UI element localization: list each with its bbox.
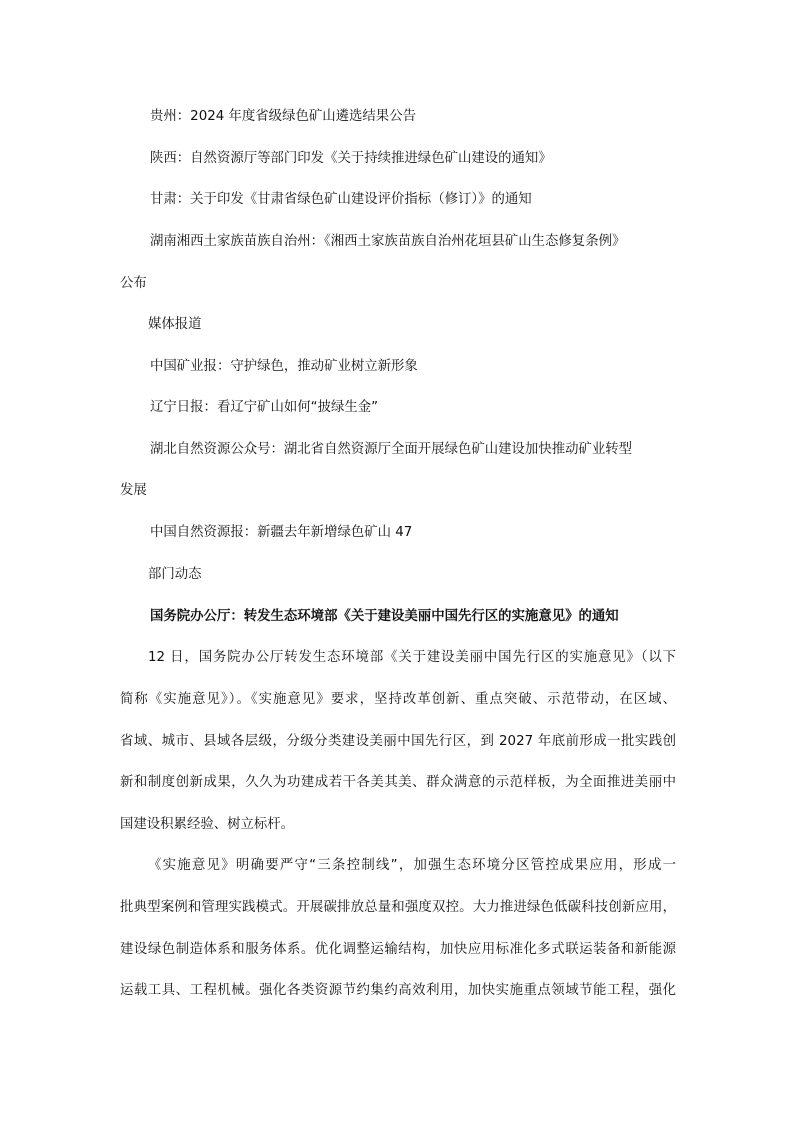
list-item-text: 中国矿业报：守护绿色，推动矿业树立新形象 [150,359,418,374]
paragraph-line: 12 日，国务院办公厅转发生态环境部《关于建设美丽中国先行区的实施意见》（以下 [148,650,676,665]
list-item-text: 陕西：自然资源厅等部门印发《关于持续推进绿色矿山建设的通知》 [150,151,552,166]
list-item [150,190,680,210]
list-item-text: 辽宁日报：看辽宁矿山如何“披绿生金” [150,400,379,415]
list-item [150,398,680,418]
paragraph-line: 新和制度创新成果，久久为功建成若干各美其美、群众满意的示范样板，为全面推进美丽中 [120,775,676,790]
dept-headline-text: 国务院办公厅：转发生态环境部《关于建设美丽中国先行区的实施意见》的通知 [150,609,619,624]
paragraph-line: 《实施意见》明确要严守“三条控制线”，加强生态环境分区管控成果应用，形成一 [148,858,676,873]
paragraph-line: 简称《实施意见》）。《实施意见》要求，坚持改革创新、重点突破、示范带动，在区域、 [120,692,676,707]
list-item [150,440,680,460]
list-item-text: 甘肃：关于印发《甘肃省绿色矿山建设评价指标（修订）》的通知 [150,192,532,207]
list-item [150,149,680,169]
paragraph-line: 批典型案例和管理实践模式。开展碳排放总量和强度双控。大力推进绿色低碳科技创新应用， [120,900,676,915]
paragraph-line: 运载工具、工程机械。强化各类资源节约集约高效利用，加快实施重点领域节能工程，强化 [120,983,676,998]
list-item-text: 中国自然资源报：新疆去年新增绿色矿山 47 [150,525,413,540]
list-item-text: 湖南湘西土家族苗族自治州：《湘西土家族苗族自治州花垣县矿山生态修复条例》 [150,234,626,249]
list-item-text: 贵州：2024 年度省级绿色矿山遴选结果公告 [150,109,416,124]
section-heading-media: 媒体报道 [148,317,202,332]
list-item [150,357,680,377]
list-item-text: 湖北自然资源公众号：湖北省自然资源厅全面开展绿色矿山建设加快推动矿业转型 [150,442,633,457]
paragraph-line: 建设绿色制造体系和服务体系。优化调整运输结构，加快应用标准化多式联运装备和新能源 [120,942,676,957]
section-heading-dept: 部门动态 [148,567,202,582]
dept-headline [150,607,680,627]
list-item [150,523,680,543]
paragraph-line: 国建设积累经验、树立标杆。 [120,817,295,832]
list-item [150,107,680,127]
list-item [150,232,680,252]
paragraph-line: 省域、城市、县域各层级，分级分类建设美丽中国先行区，到 2027 年底前形成一批实践创 [120,734,676,749]
list-item-continuation: 公布 [120,276,147,291]
list-item-continuation: 发展 [120,483,147,498]
